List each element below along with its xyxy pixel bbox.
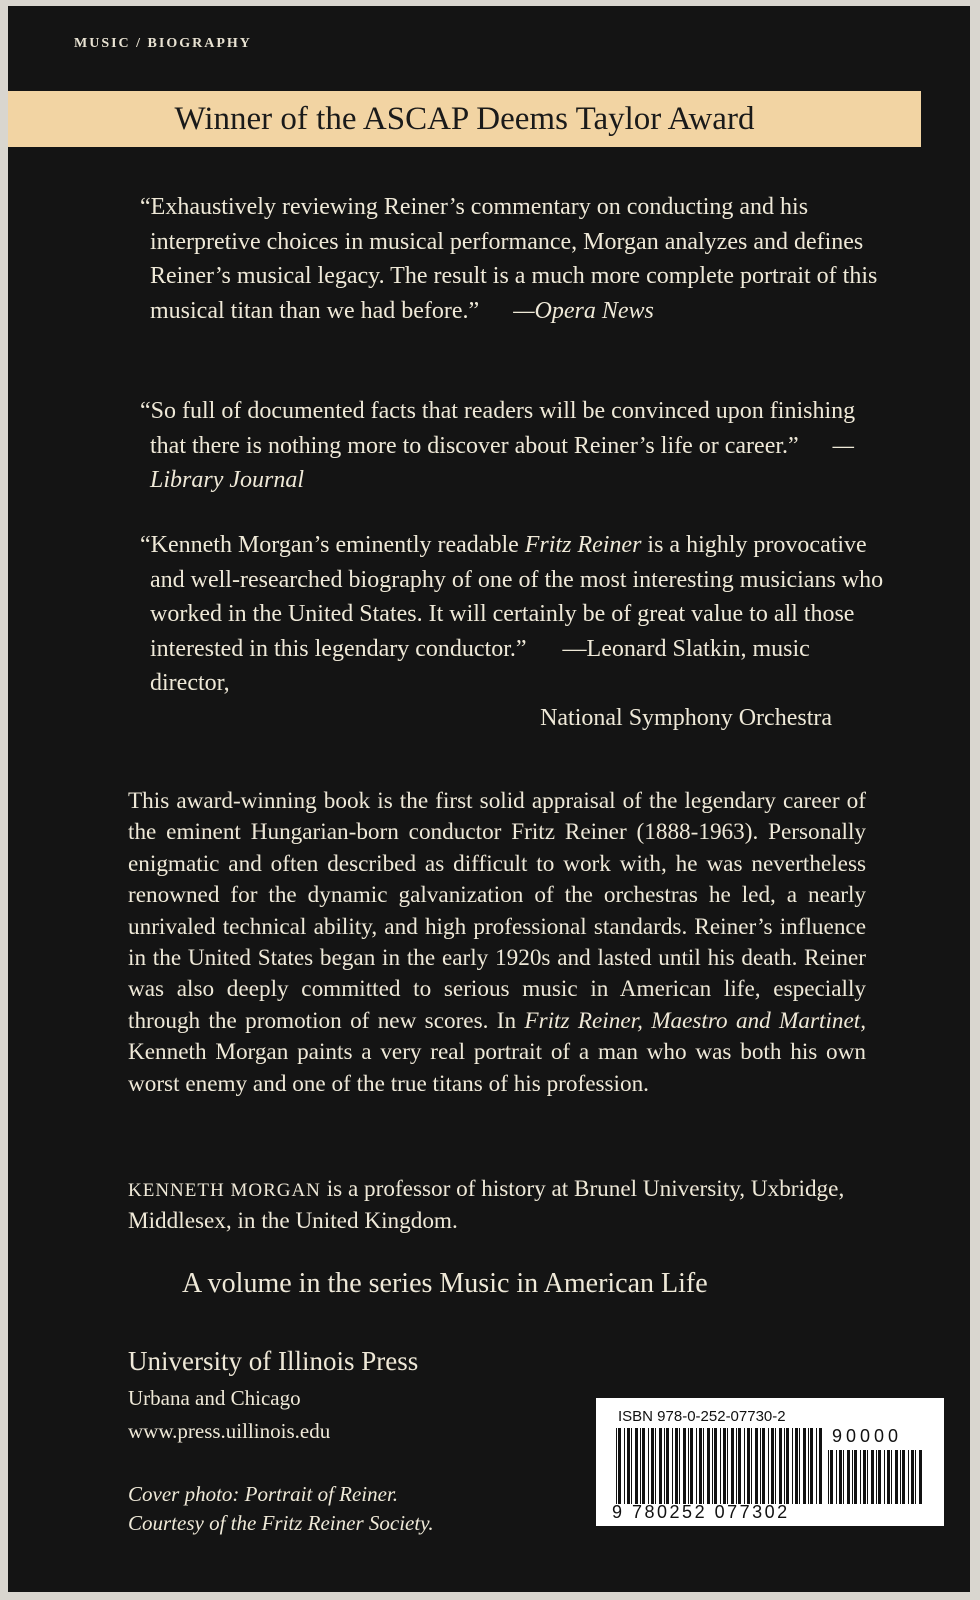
barcode-bar: [830, 1450, 833, 1504]
barcode-bar: [616, 1428, 617, 1504]
barcode-bar: [871, 1450, 874, 1504]
barcode-bar: [852, 1450, 853, 1504]
barcode-bar: [843, 1450, 844, 1504]
barcode-bar: [648, 1428, 649, 1504]
barcode-bar: [911, 1450, 914, 1504]
barcode-bar: [635, 1428, 638, 1504]
quote-text: “So full of documented facts that readers will be convinced upon finishing that there is nothing more to discover about Reiner’s life or career.”: [140, 398, 856, 459]
barcode-bar: [891, 1450, 892, 1504]
barcode-bar: [699, 1428, 702, 1504]
barcode: [596, 1398, 944, 1526]
barcode-bar: [808, 1428, 809, 1504]
barcode-bar: [744, 1428, 745, 1504]
barcode-bar: [723, 1428, 726, 1504]
barcode-bar: [688, 1428, 689, 1504]
barcode-bar: [747, 1428, 750, 1504]
isbn-label: ISBN 978-0-252-07730-2: [618, 1408, 786, 1425]
barcode-bar: [631, 1428, 632, 1504]
quote-text: “Exhaustively reviewing Reiner’s commentary on conducting and his interpretive choices in musical performance, Morgan analyzes and defines Reiner’s musical legacy. The result is a much more complete portrait of this musical titan than we had before.”: [140, 194, 878, 324]
barcode-bar: [784, 1428, 785, 1504]
book-title: Fritz Reiner: [524, 532, 642, 558]
quote-source: —Library Journal: [150, 432, 855, 493]
barcode-bar: [659, 1428, 662, 1504]
barcode-bar: [618, 1428, 621, 1504]
barcode-bar: [867, 1450, 868, 1504]
barcode-bar: [878, 1450, 881, 1504]
barcode-bar: [839, 1450, 842, 1504]
barcode-bar: [775, 1428, 776, 1504]
barcode-bar: [908, 1450, 909, 1504]
barcode-bar: [655, 1428, 656, 1504]
price-code: 90000: [832, 1426, 903, 1446]
barcode-bar: [884, 1450, 885, 1504]
quote-opera-news: [140, 190, 890, 328]
barcode-bar: [760, 1428, 761, 1504]
barcode-bar: [919, 1450, 922, 1504]
barcode-bar: [902, 1450, 905, 1504]
book-title: Fritz Reiner, Maestro and Martinet,: [524, 1007, 867, 1034]
barcode-bar: [640, 1428, 641, 1504]
award-text: Winner of the ASCAP Deems Taylor Award: [174, 100, 755, 137]
author-name: KENNETH MORGAN: [128, 1180, 321, 1201]
barcode-bar: [624, 1428, 625, 1504]
barcode-bar: [751, 1428, 752, 1504]
barcode-bar: [895, 1450, 898, 1504]
barcode-bars: [616, 1428, 826, 1504]
award-banner: [8, 91, 921, 147]
barcode-bar: [863, 1450, 866, 1504]
barcode-bar: [779, 1428, 782, 1504]
barcode-bar: [819, 1428, 822, 1504]
photo-credit: Cover photo: Portrait of Reiner. Courtesy of the Fritz Reiner Society.: [128, 1482, 434, 1535]
barcode-bar: [679, 1428, 680, 1504]
quote-source: —Leonard Slatkin, music director,: [150, 635, 810, 696]
ean-number: 9 780252 077302: [612, 1502, 790, 1522]
barcode-bar: [738, 1428, 741, 1504]
barcode-bar: [714, 1428, 717, 1504]
publisher-city: Urbana and Chicago: [128, 1386, 301, 1410]
barcode-bar: [915, 1450, 916, 1504]
author-bio: KENNETH MORGAN is a professor of history at Brunel University, Uxbridge, Middlesex, in the United Kingdom.: [128, 1176, 845, 1235]
barcode-bar: [860, 1450, 861, 1504]
barcode-bar: [683, 1428, 686, 1504]
barcode-bar: [707, 1428, 710, 1504]
quote-slatkin: [140, 528, 890, 735]
quote-library-journal: [140, 394, 890, 498]
barcode-bar: [768, 1428, 769, 1504]
barcode-bar: [720, 1428, 721, 1504]
barcode-bar: [799, 1428, 800, 1504]
barcode-bar: [642, 1428, 645, 1504]
quote-text: “Kenneth Morgan’s eminently readable: [140, 532, 525, 558]
publisher-website: www.press.uillinois.edu: [128, 1419, 331, 1443]
barcode-bar: [816, 1428, 817, 1504]
barcode-bar: [731, 1428, 734, 1504]
barcode-bar: [786, 1428, 789, 1504]
barcode-bar: [690, 1428, 693, 1504]
category-label: MUSIC / BIOGRAPHY: [74, 36, 252, 51]
barcode-bar: [703, 1428, 704, 1504]
barcode-bar: [727, 1428, 728, 1504]
price-barcode-bars: [828, 1450, 923, 1504]
quote-source-line2: National Symphony Orchestra: [540, 704, 832, 731]
barcode-bar: [847, 1450, 850, 1504]
barcode-bar: [651, 1428, 654, 1504]
back-cover: [8, 6, 970, 1592]
barcode-bar: [762, 1428, 765, 1504]
barcode-bar: [736, 1428, 737, 1504]
barcode-bar: [900, 1450, 901, 1504]
quote-text: is a highly provocative and well-researched biography of one of the most interesting musicians who worked in the United States. It will certainly be of great value to all those interested in this legendary conductor.”: [150, 532, 884, 662]
barcode-bar: [887, 1450, 890, 1504]
barcode-bar: [696, 1428, 697, 1504]
barcode-bar: [795, 1428, 798, 1504]
barcode-bar: [792, 1428, 793, 1504]
book-description: This award-winning book is the first solid appraisal of the legendary career of the eminent Hungarian-born conductor Fritz Reiner (1888-1963). Personally enigmatic and often described as difficult to work with, he was nevertheless renowned for the dynamic galvanization of the orchestras he led, a nearly unrivaled technical ability, and high professional standards. Reiner’s influence in the United States began in the early 1920s and lasted until his death. Reiner was also deeply committed to serious music in American life, especially through the promotion of new scores. In Fritz Reiner, Maestro and Martinet, Kenneth Morgan paints a very real portrait of a man who was both his own worst enemy and one of the true titans of his profession.: [128, 788, 867, 1097]
barcode-bar: [828, 1450, 829, 1504]
barcode-bar: [755, 1428, 758, 1504]
barcode-bar: [876, 1450, 877, 1504]
publisher-name: University of Illinois Press: [128, 1346, 419, 1376]
barcode-bar: [836, 1450, 837, 1504]
barcode-bar: [627, 1428, 630, 1504]
barcode-bar: [666, 1428, 669, 1504]
barcode-bar: [771, 1428, 774, 1504]
barcode-bar: [854, 1450, 857, 1504]
barcode-bar: [712, 1428, 713, 1504]
barcode-bar: [803, 1428, 806, 1504]
quote-source: —Opera News: [513, 297, 654, 324]
barcode-bar: [675, 1428, 678, 1504]
barcode-bar: [672, 1428, 673, 1504]
series-note: A volume in the series Music in American Life: [182, 1268, 708, 1299]
barcode-bar: [664, 1428, 665, 1504]
barcode-bar: [810, 1428, 813, 1504]
